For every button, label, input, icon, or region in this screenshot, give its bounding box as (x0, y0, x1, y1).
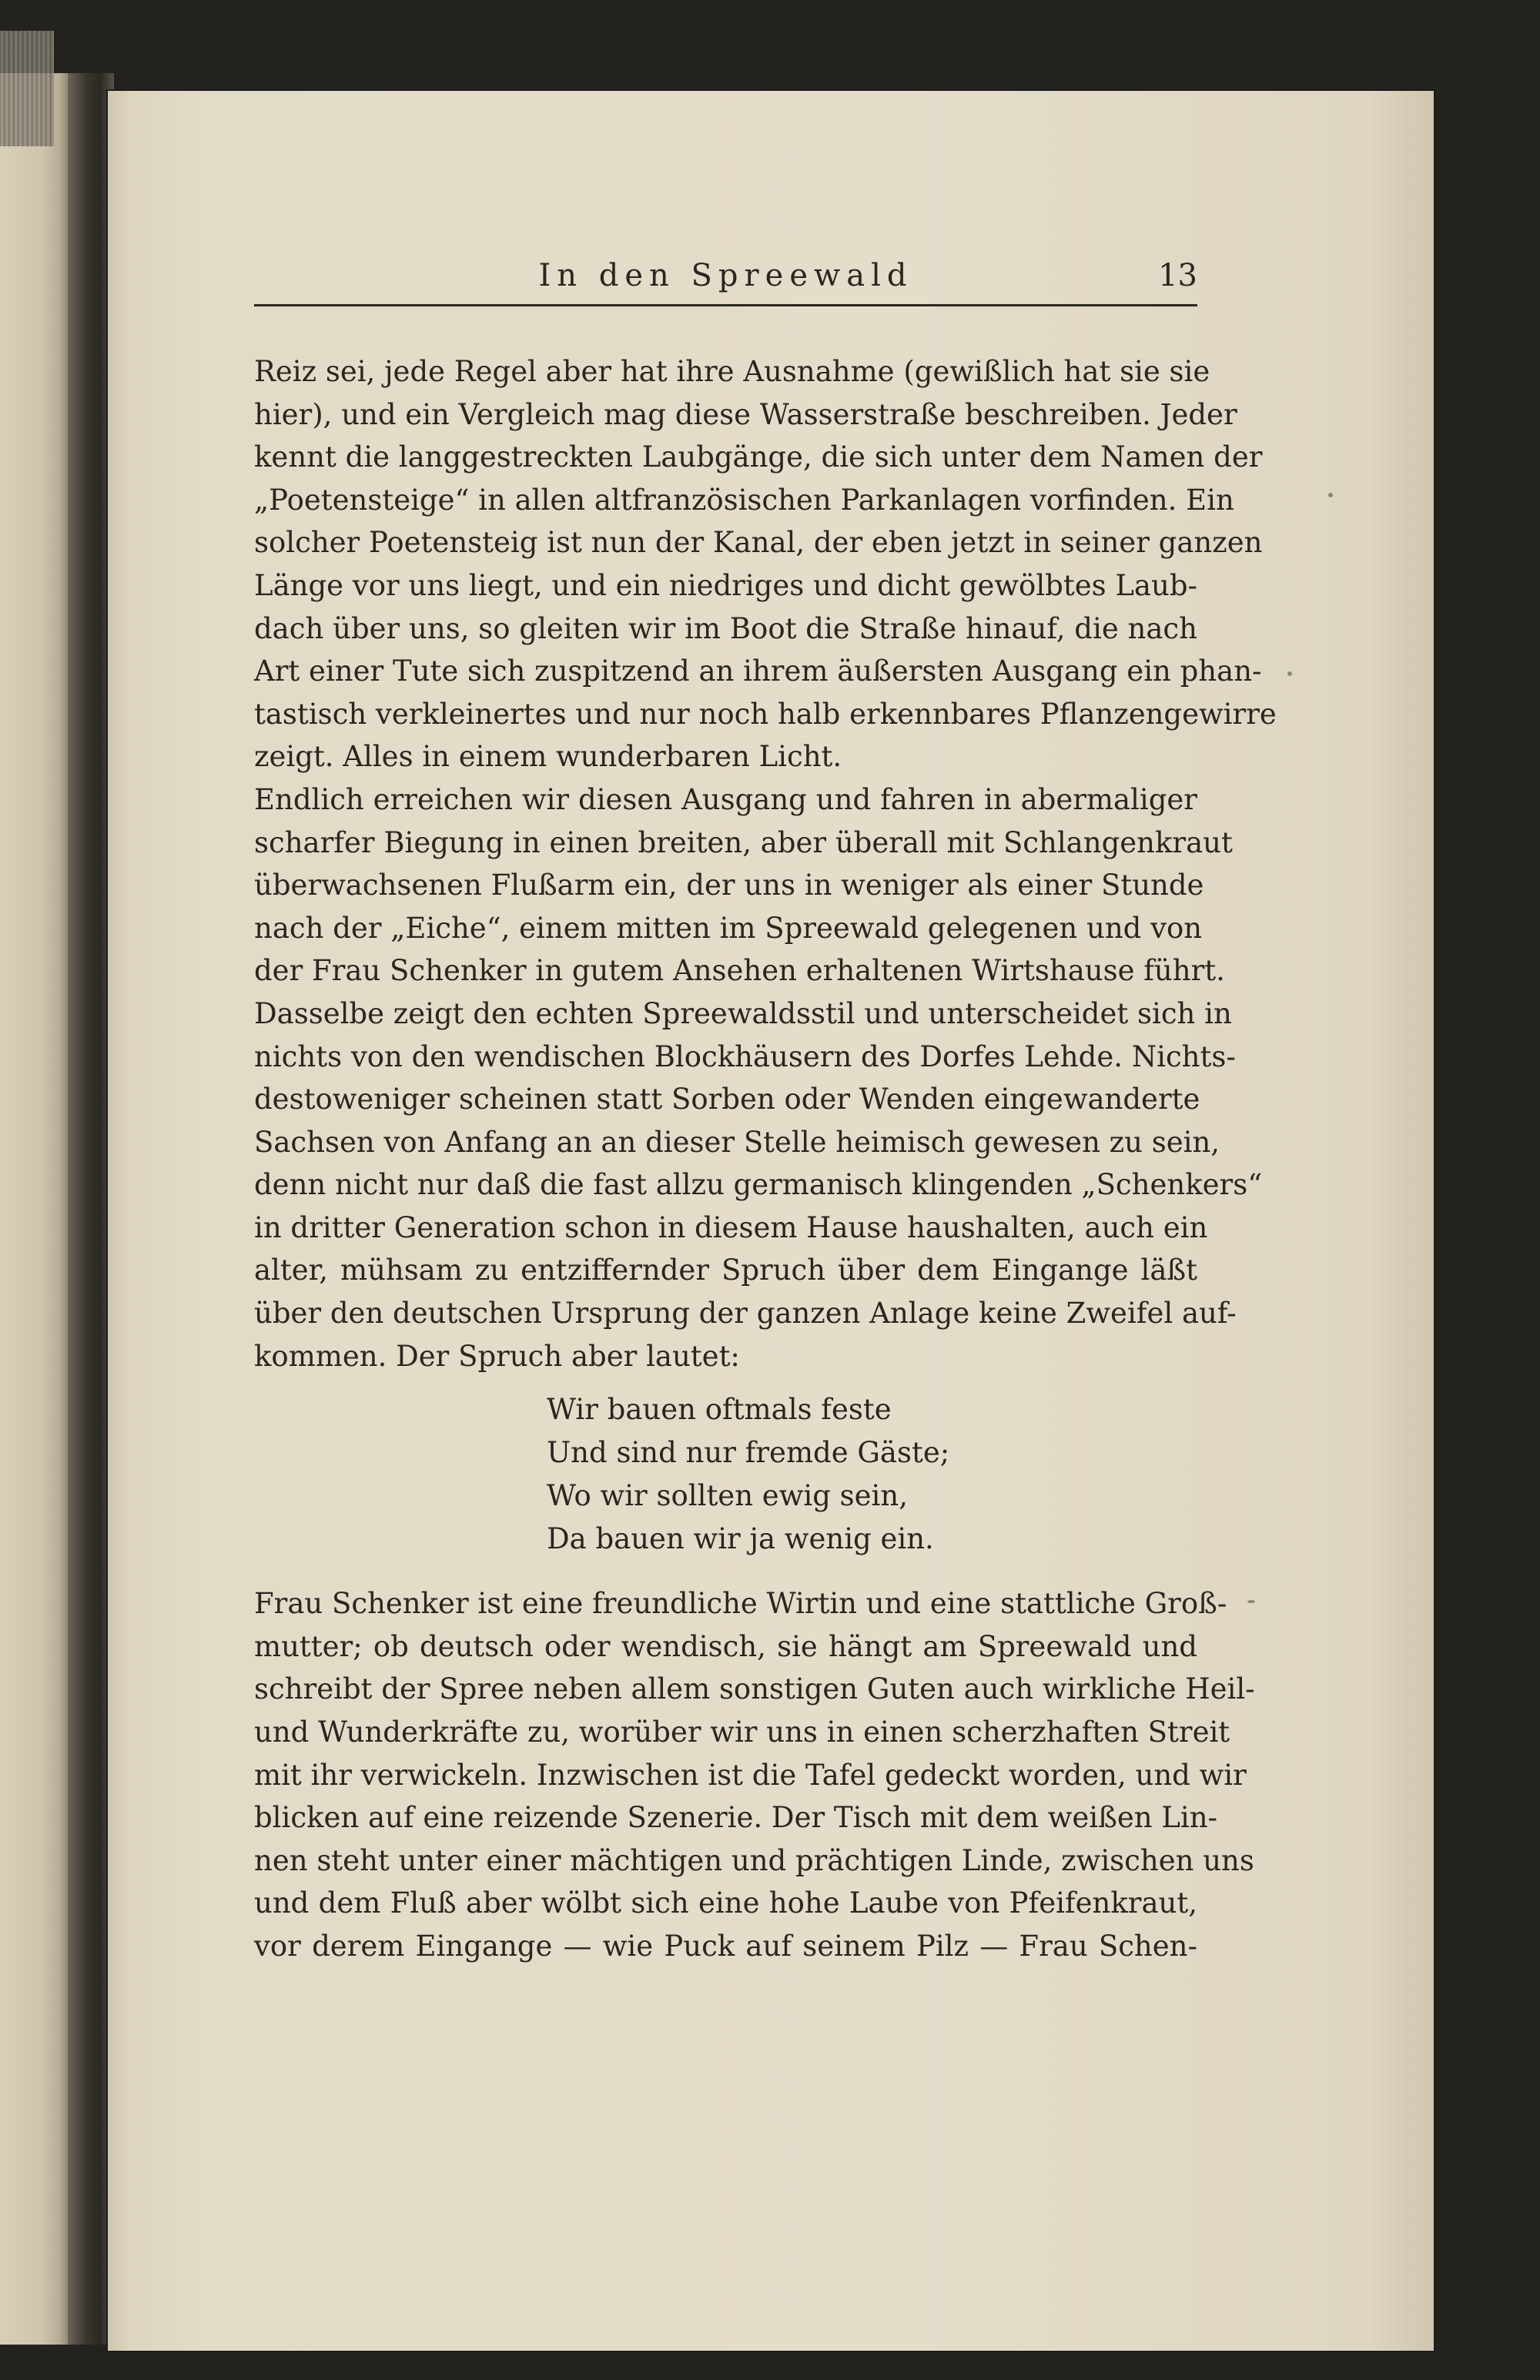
text-line: schreibt der Spree neben allem sonstigen Guten auch wirkliche Heil- (254, 1672, 1255, 1706)
scan-background (1434, 91, 1540, 2351)
text-line: überwachsenen Flußarm ein, der uns in weniger als einer Stunde (254, 869, 1204, 902)
paragraph-1 (254, 350, 1277, 778)
poem-verse: Wo wir sollten ewig sein, (547, 1479, 908, 1513)
poem (254, 1388, 1197, 1561)
previous-page-edge (0, 73, 69, 2345)
text-line: solcher Poetensteig ist nun der Kanal, der eben jetzt in seiner ganzen (254, 526, 1263, 560)
page-number: 13 (1158, 258, 1197, 293)
poem-verse: Wir bauen oftmals feste (547, 1393, 892, 1427)
text-line: Art einer Tute sich zuspitzend an ihrem äußersten Ausgang ein phan- (254, 654, 1262, 688)
text-line: hier), und ein Vergleich mag diese Wasserstraße beschreiben. Jeder (254, 397, 1237, 431)
text-line: tastisch verkleinertes und nur noch halb erkennbares Pflanzengewirre (254, 697, 1277, 731)
text-line: Dasselbe zeigt den echten Spreewaldsstil und unterscheidet sich in (254, 996, 1232, 1030)
text-line: Endlich erreichen wir diesen Ausgang und fahren in abermaliger (254, 782, 1197, 816)
text-line: „Poetensteige“ in allen altfranzösischen Parkanlagen vorfinden. Ein (254, 483, 1234, 517)
text-line: scharfer Biegung in einen breiten, aber überall mit Schlangenkraut (254, 825, 1233, 859)
text-line: mutter; ob deutsch oder wendisch, sie hängt am Spreewald und (254, 1629, 1197, 1663)
text-line: über den deutschen Ursprung der ganzen Anlage keine Zweifel auf- (254, 1297, 1237, 1331)
text-line: in dritter Generation schon in diesem Hause haushalten, auch ein (254, 1210, 1208, 1244)
page-body (254, 350, 1277, 1968)
text-line: und dem Fluß aber wölbt sich eine hohe Laube von Pfeifenkraut, (254, 1886, 1197, 1920)
text-line: und Wunderkräfte zu, worüber wir uns in einen scherzhaften Streit (254, 1716, 1230, 1749)
text-line: Länge vor uns liegt, und ein niedriges und dicht gewölbtes Laub- (254, 568, 1198, 602)
poem-verse: Und sind nur fremde Gäste; (547, 1436, 950, 1470)
book-spine (0, 31, 54, 146)
text-line: zeigt. Alles in einem wunderbaren Licht. (254, 740, 842, 774)
paragraph-2 (254, 778, 1263, 1377)
text-line: kommen. Der Spruch aber lautet: (254, 1339, 740, 1373)
book-gutter (68, 73, 114, 2345)
paper-speck (1287, 671, 1292, 676)
text-line: alter, mühsam zu entziffernder Spruch über dem Eingange läßt (254, 1254, 1197, 1287)
paper-speck (1247, 1600, 1255, 1603)
text-line: nichts von den wendischen Blockhäusern des Dorfes Lehde. Nichts- (254, 1039, 1236, 1073)
paper-speck (1328, 493, 1333, 497)
text-line: Reiz sei, jede Regel aber hat ihre Ausnahme (gewißlich hat sie sie (254, 355, 1210, 388)
text-line: mit ihr verwickeln. Inzwischen ist die Tafel gedeckt worden, und wir (254, 1758, 1247, 1792)
text-line: kennt die langgestreckten Laubgänge, die sich unter dem Namen der (254, 440, 1263, 474)
running-title: In den Spreewald (538, 258, 913, 293)
paragraph-3 (254, 1582, 1255, 1967)
text-line: blicken auf eine reizende Szenerie. Der Tisch mit dem weißen Lin- (254, 1801, 1218, 1835)
poem-verse: Da bauen wir ja wenig ein. (547, 1522, 934, 1556)
running-head (254, 258, 1197, 306)
text-line: dach über uns, so gleiten wir im Boot die Straße hinauf, die nach (254, 611, 1197, 645)
text-line: nen steht unter einer mächtigen und prächtigen Linde, zwischen uns (254, 1843, 1254, 1877)
text-line: Sachsen von Anfang an an dieser Stelle heimisch gewesen zu sein, (254, 1125, 1220, 1159)
text-line: destoweniger scheinen statt Sorben oder Wenden eingewanderte (254, 1083, 1200, 1116)
text-line: denn nicht nur daß die fast allzu germanisch klingenden „Schenkers“ (254, 1168, 1263, 1202)
text-line: der Frau Schenker in gutem Ansehen erhaltenen Wirtshause führt. (254, 954, 1225, 988)
text-line: nach der „Eiche“, einem mitten im Spreewald gelegenen und von (254, 911, 1203, 945)
text-line: Frau Schenker ist eine freundliche Wirtin und eine stattliche Groß- (254, 1587, 1227, 1621)
text-line: vor derem Eingange — wie Puck auf seinem Pilz — Frau Schen- (254, 1930, 1197, 1963)
